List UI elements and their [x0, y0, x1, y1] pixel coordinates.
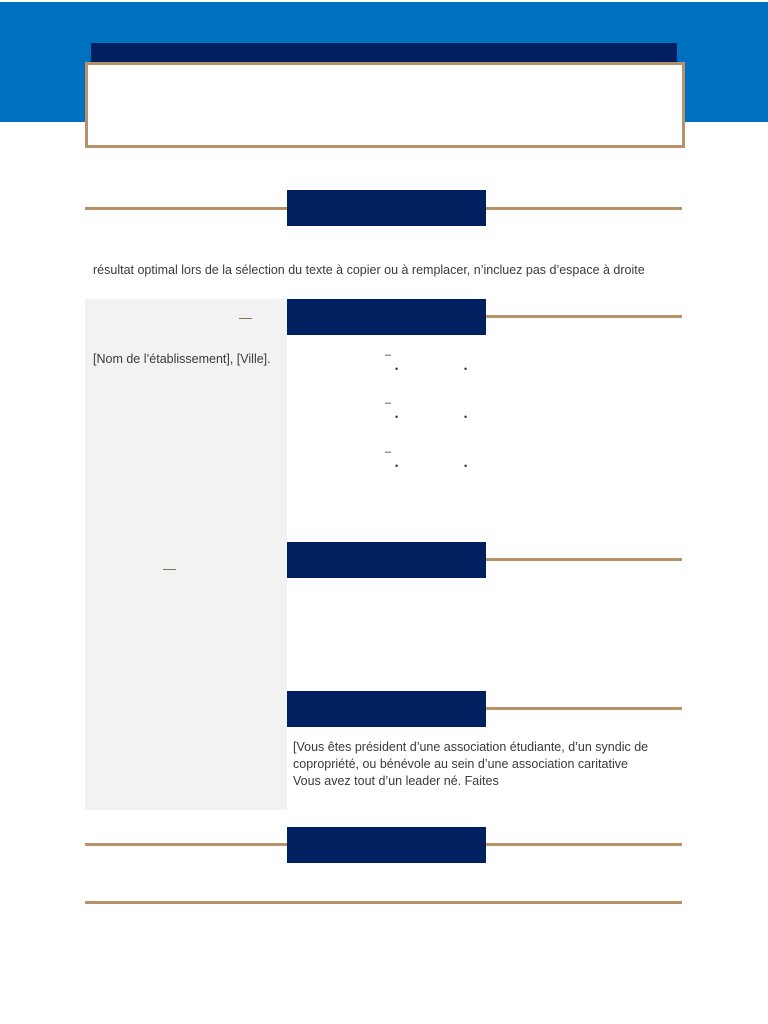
section-header-leadership — [287, 691, 486, 727]
entry-dash: – — [385, 397, 392, 409]
entry-dash: – — [385, 349, 392, 361]
name-box — [85, 62, 685, 148]
section-header-experience — [287, 299, 486, 335]
section-rule-left — [85, 207, 287, 210]
side-dash: — — [239, 310, 252, 325]
bullet-icon: • — [395, 364, 399, 374]
section-rule-right — [486, 315, 682, 318]
section-header-references — [287, 827, 486, 863]
side-dash-2: — — [163, 561, 176, 576]
side-panel — [85, 299, 287, 810]
section-rule-right — [486, 843, 682, 846]
section-header-skills — [287, 542, 486, 578]
bullet-icon: • — [395, 412, 399, 422]
bottom-rule — [85, 901, 682, 904]
section-rule-right — [486, 558, 682, 561]
section-rule-right — [486, 207, 682, 210]
leadership-line-1: [Vous êtes président d’une association étudiante, d’un syndic de — [293, 740, 649, 754]
leadership-line-3: Vous avez tout d’un leader né. Faites — [293, 774, 499, 788]
entry-dash: – — [385, 446, 392, 458]
section-rule-left — [85, 843, 287, 846]
section-rule-right — [486, 707, 682, 710]
bullet-icon: • — [464, 364, 468, 374]
bullet-icon: • — [395, 461, 399, 471]
section-header-objective — [287, 190, 486, 226]
bullet-icon: • — [464, 412, 468, 422]
name-header-bar — [91, 43, 677, 63]
bullet-icon: • — [464, 461, 468, 471]
leadership-line-2: copropriété, ou bénévole au sein d’une association caritative — [293, 757, 628, 771]
school-line: [Nom de l’établissement], [Ville]. — [93, 352, 271, 366]
intro-text: résultat optimal lors de la sélection du texte à copier ou à remplacer, n’incluez pas d’espace à droite — [93, 263, 645, 277]
